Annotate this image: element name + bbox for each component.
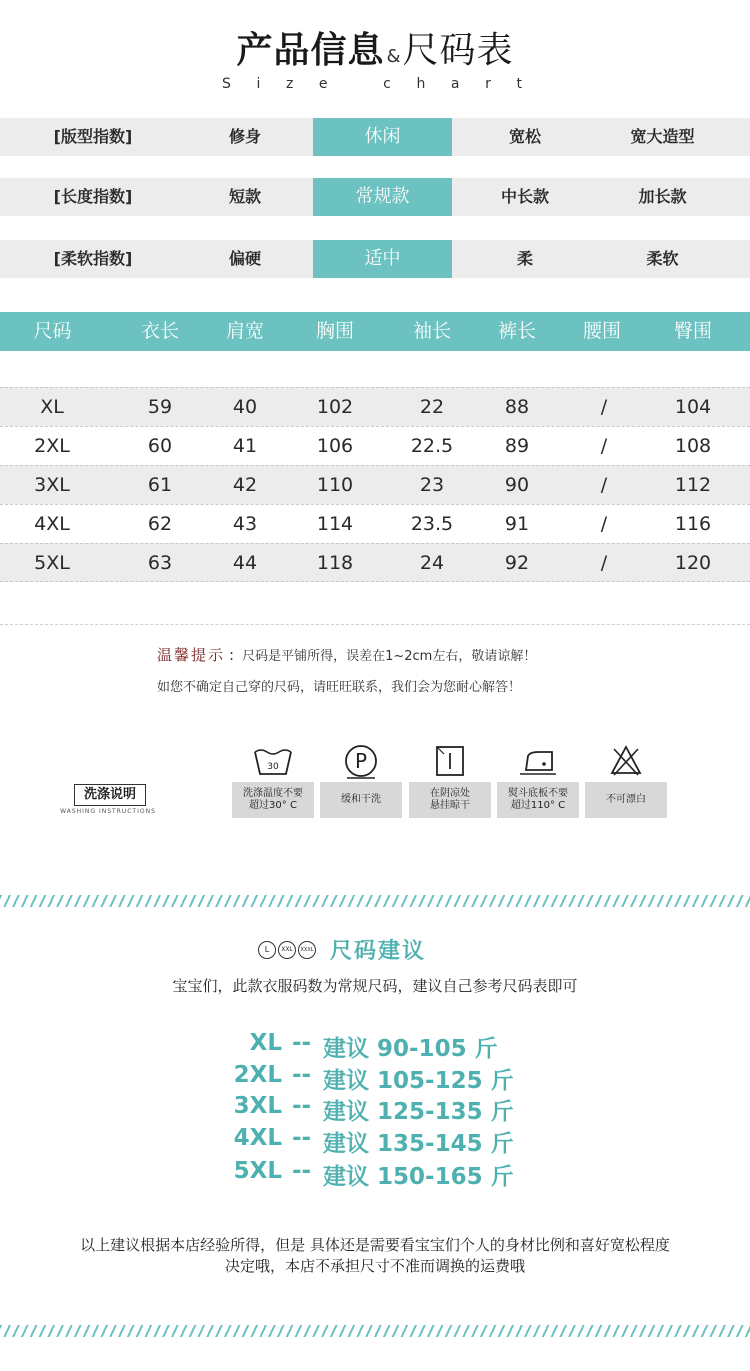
- subtitle-letter: i: [256, 76, 261, 92]
- col-header: 尺码: [33, 320, 72, 342]
- table-row: [0, 465, 750, 504]
- subtitle-letter: c: [383, 76, 391, 92]
- subtitle-letter: h: [416, 76, 426, 92]
- note-line-2: 决定哦，本店不承担尺寸不准而调换的运费哦: [224, 1257, 525, 1275]
- cell: 40: [232, 396, 258, 418]
- fit-index-row: [0, 118, 750, 156]
- cell-size: 4XL: [34, 513, 70, 535]
- cell: 102: [316, 396, 354, 418]
- length-index-row: [0, 178, 750, 216]
- cell: 42: [232, 474, 258, 496]
- cell-size: XL: [40, 396, 64, 418]
- cell: 108: [674, 435, 712, 457]
- length-option: 中长款: [500, 187, 549, 206]
- subtitle-letter: a: [450, 76, 460, 92]
- cell: 89: [504, 435, 530, 457]
- title-bold: 产品信息: [236, 30, 385, 71]
- col-header: 臀围: [673, 320, 712, 342]
- col-header: 胸围: [315, 320, 354, 342]
- col-header: 腰围: [582, 320, 621, 342]
- cell: 104: [674, 396, 712, 418]
- cell: 43: [232, 513, 258, 535]
- recommend-dash: --: [292, 1158, 312, 1184]
- recommend-size: 4XL: [233, 1125, 282, 1151]
- cell: 62: [147, 513, 173, 535]
- tip-line-2: 如您不确定自己穿的尺码，请旺旺联系，我们会为您耐心解答！: [157, 680, 522, 695]
- dry-clean-p-icon: [320, 740, 402, 782]
- cell: 60: [147, 435, 173, 457]
- cell: 91: [504, 513, 530, 535]
- softness-option: 偏硬: [228, 249, 261, 268]
- fit-index-label: [版型指数]: [53, 127, 133, 146]
- fit-option: 宽松: [508, 127, 541, 146]
- shade-dry-icon: [409, 740, 491, 782]
- recommend-title: 尺码建议: [330, 939, 427, 964]
- cell-size: 3XL: [34, 474, 70, 496]
- tip-colon: :: [229, 646, 235, 664]
- title-amp: &: [386, 46, 401, 67]
- subtitle-letter: e: [318, 76, 328, 92]
- cell: 112: [674, 474, 712, 496]
- softness-index-row: [0, 240, 750, 278]
- svg-text:P: P: [354, 749, 368, 773]
- washing-title: 洗涤说明: [74, 784, 146, 806]
- cell-size: 2XL: [34, 435, 70, 457]
- recommend-size: 5XL: [233, 1158, 282, 1184]
- note-line-1: 以上建议根据本店经验所得，但是 具体还是需要看宝宝们个人的身材比例和喜好宽松程度: [80, 1236, 670, 1254]
- stripe-divider: [0, 1325, 750, 1337]
- wash-caption: 熨斗底板不要 超过110° C: [497, 782, 579, 818]
- page-title: [0, 22, 750, 73]
- cell: 106: [316, 435, 354, 457]
- fit-option-selected: 休闲: [313, 118, 452, 156]
- cell: 23: [419, 474, 445, 496]
- stripe-divider: [0, 895, 750, 907]
- cell: /: [600, 396, 608, 418]
- cell: 90: [504, 474, 530, 496]
- iron-icon: [497, 740, 579, 782]
- svg-text:30: 30: [267, 762, 279, 772]
- recommend-text: 建议 105-125 斤: [323, 1068, 514, 1094]
- cell: 61: [147, 474, 173, 496]
- wash-item: [320, 740, 402, 820]
- recommend-dash: --: [292, 1030, 312, 1056]
- cell: 23.5: [410, 513, 454, 535]
- cell: 59: [147, 396, 173, 418]
- size-badge-icon: XXXL: [298, 941, 316, 959]
- wash-item: [232, 740, 314, 820]
- cell: 41: [232, 435, 258, 457]
- wash-item: [585, 740, 667, 820]
- tip-text-1: 尺码是平铺所得，误差在1~2cm左右，敬请谅解！: [242, 649, 537, 664]
- wash-30-icon: [232, 740, 314, 782]
- cell: /: [600, 435, 608, 457]
- table-row: [0, 387, 750, 426]
- length-option: 短款: [228, 187, 261, 206]
- cell: 24: [419, 552, 445, 574]
- recommend-text: 建议 90-105 斤: [323, 1036, 498, 1062]
- wash-caption: 在阴凉处 悬挂晾干: [409, 782, 491, 818]
- cell: 120: [674, 552, 712, 574]
- wash-item: [497, 740, 579, 820]
- wash-caption: 不可漂白: [585, 782, 667, 818]
- cell: /: [600, 552, 608, 574]
- subtitle-letter: z: [285, 76, 294, 92]
- subtitle: [222, 76, 522, 92]
- softness-option: 柔软: [646, 249, 679, 268]
- col-header: 衣长: [140, 320, 179, 342]
- fit-option: 修身: [228, 127, 261, 146]
- recommend-size: 3XL: [233, 1093, 282, 1119]
- section-divider: [0, 624, 750, 625]
- cell: 63: [147, 552, 173, 574]
- wash-item: [409, 740, 491, 820]
- cell: 22: [419, 396, 445, 418]
- col-header: 裤长: [497, 320, 536, 342]
- recommend-text: 建议 135-145 斤: [323, 1131, 514, 1157]
- cell: 44: [232, 552, 258, 574]
- recommend-dash: --: [292, 1062, 312, 1088]
- recommend-dash: --: [292, 1093, 312, 1119]
- tip-line-1: [157, 644, 536, 665]
- washing-subtitle: WASHING INSTRUCTIONS: [60, 808, 156, 815]
- recommend-text: 建议 150-165 斤: [323, 1164, 514, 1190]
- cell: 22.5: [410, 435, 454, 457]
- softness-index-label: [柔软指数]: [53, 249, 133, 268]
- wash-caption: 洗涤温度不要 超过30° C: [232, 782, 314, 818]
- tip-label: 温馨提示: [157, 646, 226, 664]
- recommend-desc: 宝宝们，此款衣服码数为常规尺码，建议自己参考尺码表即可: [172, 977, 578, 995]
- cell: 118: [316, 552, 354, 574]
- length-option: 加长款: [638, 187, 687, 206]
- recommend-size: XL: [249, 1030, 282, 1056]
- subtitle-letter: t: [516, 76, 522, 92]
- length-option-selected: 常规款: [313, 178, 452, 216]
- recommend-text: 建议 125-135 斤: [323, 1099, 514, 1125]
- length-index-label: [长度指数]: [53, 187, 133, 206]
- table-row: [0, 504, 750, 543]
- cell: 114: [316, 513, 354, 535]
- softness-option-selected: 适中: [313, 240, 452, 278]
- wash-caption: 缓和干洗: [320, 782, 402, 818]
- cell: 92: [504, 552, 530, 574]
- table-row: [0, 426, 750, 465]
- table-row: [0, 543, 750, 582]
- size-badge-icon: L: [258, 941, 276, 959]
- recommend-header: [258, 934, 426, 965]
- softness-option: 柔: [516, 249, 533, 268]
- size-table-header: [0, 312, 750, 351]
- recommend-dash: --: [292, 1125, 312, 1151]
- size-badge-icon: XXL: [278, 941, 296, 959]
- no-bleach-icon: [585, 740, 667, 782]
- title-light: 尺码表: [402, 30, 514, 71]
- recommend-size: 2XL: [233, 1062, 282, 1088]
- cell: 88: [504, 396, 530, 418]
- cell: /: [600, 474, 608, 496]
- subtitle-letter: r: [485, 76, 491, 92]
- cell-size: 5XL: [34, 552, 70, 574]
- fit-option: 宽大造型: [630, 127, 695, 146]
- col-header: 袖长: [412, 320, 451, 342]
- col-header: 肩宽: [225, 320, 264, 342]
- cell: 116: [674, 513, 712, 535]
- subtitle-letter: S: [222, 76, 231, 92]
- cell: 110: [316, 474, 354, 496]
- table-bottom-divider: [0, 581, 750, 582]
- cell: /: [600, 513, 608, 535]
